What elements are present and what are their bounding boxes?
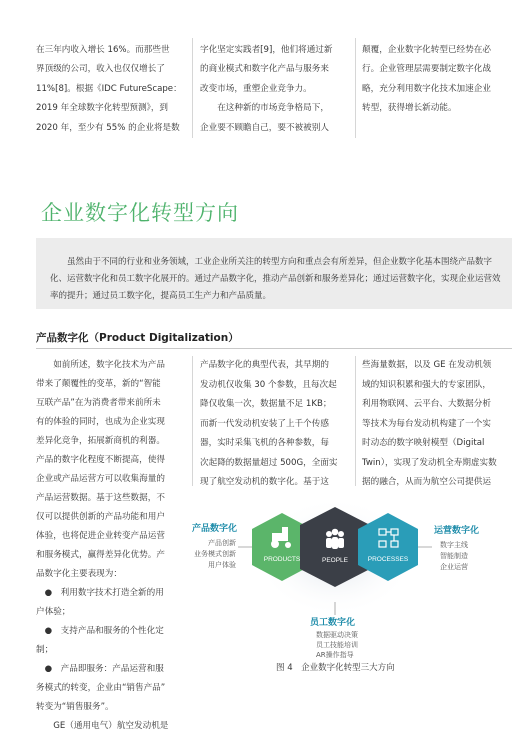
text-line: Twin），实现了发动机全寿期虚实数 xyxy=(362,457,497,468)
column-divider xyxy=(355,38,356,138)
column-divider xyxy=(355,356,356,486)
text-line: 2020 年，至少有 55% 的企业将是数 xyxy=(36,122,180,133)
figure-caption: 图 4 企业数字化转型三大方向 xyxy=(276,663,395,673)
people-item: 员工技能培训 xyxy=(316,641,358,649)
intro-box: 虽然由于不同的行业和业务领域，工业企业所关注的转型方向和重点会有所差异，但企业数字化基本围绕产品数字化、运营数字化和员工数字化展开的。通过产品数字化，推动产品创新和服务差异化；通过运营数字化，实现企业运营效率的提升；通过员工数字化，提高员工生产力和产品质量。 xyxy=(36,238,512,309)
subsection-title: 产品数字化（Product Digitalization） xyxy=(36,332,239,344)
text-line: 界顶级的公司，收入也仅仅增长了 xyxy=(36,64,165,75)
text-line: 和服务模式，赢得差异化优势。产 xyxy=(36,550,165,560)
products-hex-label: PRODUCTS xyxy=(263,556,301,563)
text-line: 互联产品”在为消费者带来前所未 xyxy=(36,398,161,408)
process-item: 数字主线 xyxy=(440,541,468,549)
text-line: 改变市场，重塑企业竞争力。 xyxy=(200,83,312,94)
text-line: 仅可以提供创新的产品功能和用户 xyxy=(36,512,165,522)
text-line: 字化坚定实践者[9]，他们将通过新 xyxy=(200,45,333,55)
text-line: 利用物联网、云平台、大数据分析 xyxy=(362,399,491,409)
bullet-line: 户体验； xyxy=(36,607,71,617)
employee-digitalization-title: 员工数字化 xyxy=(310,618,356,628)
text-line: 产品运营数据。基于这些数据，不 xyxy=(36,493,165,503)
text-line: 器，实时采集飞机的各种参数，每 xyxy=(200,438,329,448)
section-title: 企业数字化转型方向 xyxy=(41,201,239,225)
people-item: 数据驱动决策 xyxy=(316,631,358,639)
text-line: 转型，获得增长新动能。 xyxy=(362,103,457,114)
top-column-1 xyxy=(36,41,186,138)
text-line: 等技术为每台发动机构建了一个实 xyxy=(362,418,491,429)
people-item: AR操作指导 xyxy=(316,651,354,659)
product-digitalization-title: 产品数字化 xyxy=(192,524,238,534)
text-line: 11%[8]。根据《IDC FutureScape： xyxy=(36,83,182,94)
product-item: 业务模式创新 xyxy=(194,550,236,558)
text-line: 在这种新的市场竞争格局下， xyxy=(217,103,329,114)
text-line: 行。企业管理层需要制定数字化战 xyxy=(362,64,491,75)
text-line: 体验，也将促进企业转变产品运营 xyxy=(36,531,165,541)
bullet-line: ● 产品即服务：产品运营和服 xyxy=(44,664,164,674)
text-line: 而新一代发动机安装了上千个传感 xyxy=(200,418,329,429)
column-divider xyxy=(192,38,193,138)
bullet-line: 务模式的转变，企业由“销售产品” xyxy=(36,683,166,693)
bullet-line: ● 支持产品和服务的个性化定 xyxy=(44,626,164,636)
bullet-line: 制； xyxy=(36,645,54,655)
bullet-line: ● 利用数字技术打造全新的用 xyxy=(44,588,164,598)
text-line: 品数字化主要表现为： xyxy=(36,569,122,579)
text-line: 据的融合，从而为航空公司提供运 xyxy=(362,477,491,487)
people-hex-label: PEOPLE xyxy=(321,557,349,564)
subsection-rule xyxy=(36,348,512,349)
text-line: 时动态的数字映射模型（Digital xyxy=(362,438,485,448)
text-line: 2019 年全球数字化转型预测》，到 xyxy=(36,103,169,114)
text-line: 在三年内收入增长 16%。而那些世 xyxy=(36,45,170,55)
top-column-2 xyxy=(200,41,350,138)
text-line: 的商业模式和数字化产品与服务来 xyxy=(200,64,329,75)
text-line: 如前所述，数字化技术为产品 xyxy=(53,360,165,370)
text-line: 带来了颠覆性的变革，新的“智能 xyxy=(36,379,161,389)
column-divider xyxy=(192,356,193,486)
digital-transformation-diagram xyxy=(190,497,512,677)
text-line: 差异化竞争，拓展新商机的利器。 xyxy=(36,436,165,446)
bullet-line: 转变为“销售服务”。 xyxy=(36,702,114,712)
people-icon xyxy=(326,529,344,549)
text-line: 降仅收集一次，数据量不足 1KB； xyxy=(200,399,332,409)
process-item: 企业运营 xyxy=(440,563,468,571)
text-line: 颠覆，企业数字化转型已经势在必 xyxy=(362,45,491,55)
process-item: 智能制造 xyxy=(440,552,468,560)
text-line: 发动机仅收集 30 个参数，且每次起 xyxy=(200,379,337,390)
text-line: 次起降的数据量超过 500G，全面实 xyxy=(200,457,338,468)
text-line: 有的体验的同时，也成为企业实现 xyxy=(36,417,165,427)
text-line: 企业要不顾瞻自己，要不被被别人 xyxy=(200,122,329,133)
product-item: 用户体验 xyxy=(208,561,236,569)
body-column-middle xyxy=(200,356,350,493)
text-line: 产品数字化的典型代表，其早期的 xyxy=(200,360,329,370)
top-column-3 xyxy=(362,41,512,119)
operations-digitalization-title: 运营数字化 xyxy=(434,526,480,536)
body-column-left xyxy=(36,356,186,736)
text-line: 产品的数字化程度不断提高，使得 xyxy=(36,455,165,465)
text-line: 域的知识积累和强大的专家团队， xyxy=(362,379,491,390)
processes-hex-label: PROCESSES xyxy=(367,556,409,563)
product-item: 产品创新 xyxy=(208,539,236,547)
text-line: 现了航空发动机的数字化。基于这 xyxy=(200,477,329,487)
body-column-right xyxy=(362,356,512,493)
text-line: GE（通用电气）航空发动机是 xyxy=(53,721,169,731)
text-line: 企业或产品运营方可以收集海量的 xyxy=(36,474,165,484)
text-line: 略，充分利用数字化技术加速企业 xyxy=(362,83,491,94)
text-line: 些海量数据，以及 GE 在发动机领 xyxy=(362,360,492,370)
